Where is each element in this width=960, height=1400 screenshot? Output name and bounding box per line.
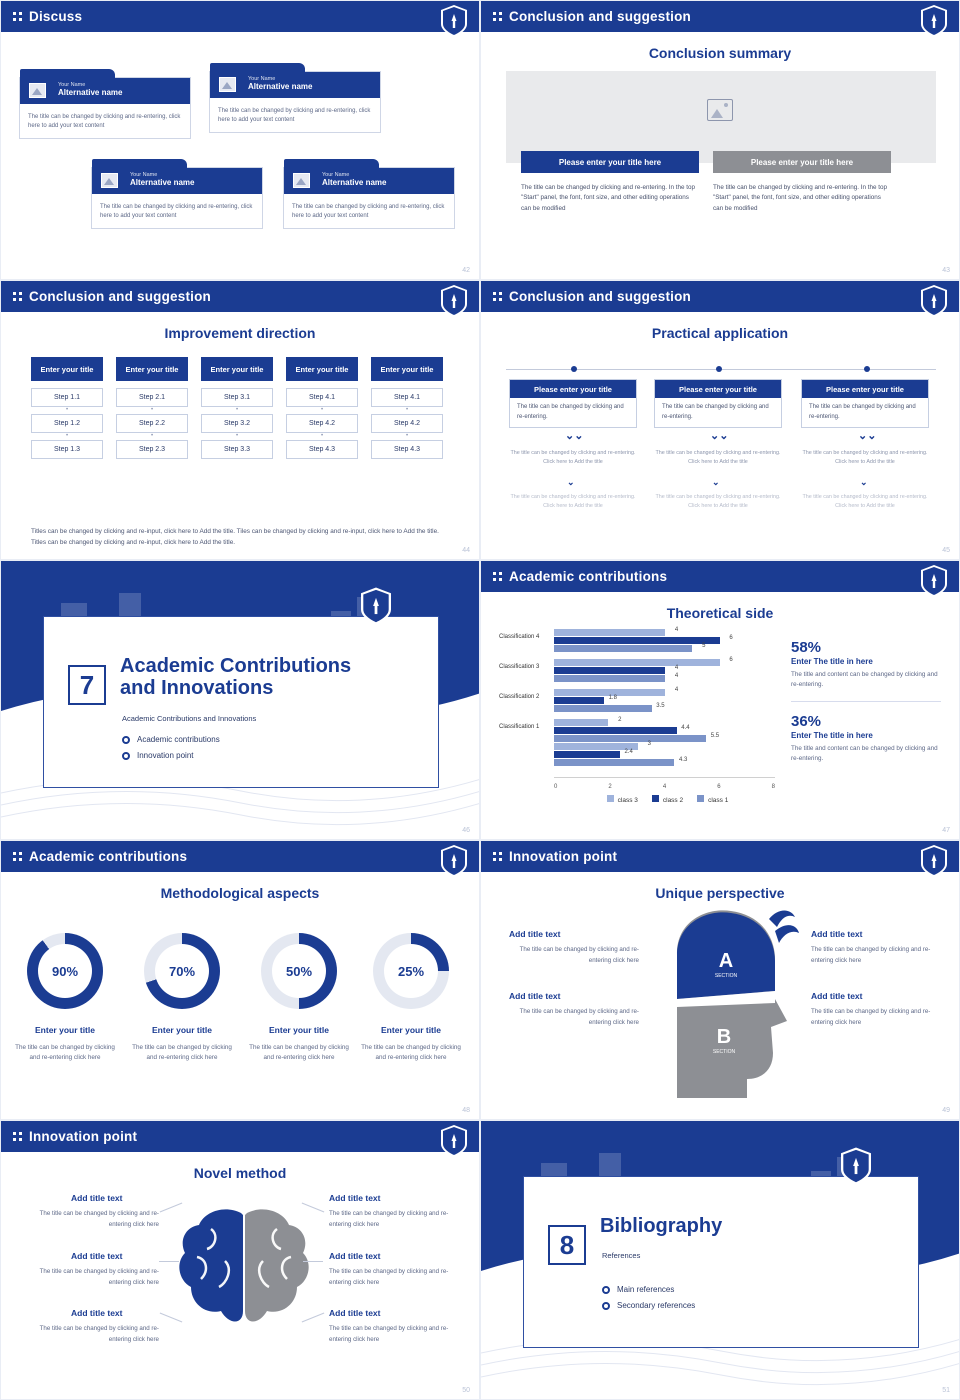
dot-separator: • bbox=[65, 407, 69, 413]
slide-header bbox=[481, 1, 959, 32]
section-subtitle: References bbox=[602, 1251, 641, 1260]
discuss-card[interactable] bbox=[19, 77, 191, 139]
bullet-icon bbox=[122, 752, 130, 760]
step-cell[interactable]: Step 1.1 bbox=[31, 388, 103, 407]
donut-value: 25% bbox=[384, 944, 438, 998]
item-title: Add title text bbox=[71, 1193, 123, 1203]
list-item[interactable]: Secondary references bbox=[602, 1301, 695, 1310]
bar: 4.4 bbox=[554, 727, 677, 734]
leader-line bbox=[303, 1261, 323, 1262]
step-cell[interactable]: Step 3.1 bbox=[201, 388, 273, 407]
item-text: The title can be changed by clicking and re-entering click here bbox=[329, 1325, 449, 1343]
folder-tab bbox=[20, 69, 115, 78]
card-name: Your Name Alternative name bbox=[248, 76, 313, 91]
step-column bbox=[286, 357, 358, 459]
slide-43-conclusion-summary bbox=[480, 0, 960, 280]
application-mid-text: The title can be changed by clicking and re-entering. Click here to Add the title bbox=[655, 450, 781, 466]
folder-bar bbox=[284, 168, 454, 194]
timeline-dot bbox=[716, 366, 722, 372]
stats-panel bbox=[791, 639, 941, 764]
item-title: Add title text bbox=[329, 1193, 381, 1203]
legend-item[interactable]: class 3 bbox=[607, 795, 638, 804]
card-body: The title can be changed by clicking and re-entering, click here to add your text content bbox=[218, 107, 371, 123]
chevron-down-icon: ⌄⌄ bbox=[858, 430, 877, 442]
dots-icon bbox=[493, 572, 502, 581]
svg-text:SECTION: SECTION bbox=[712, 1049, 736, 1055]
image-icon bbox=[293, 173, 310, 188]
dots-icon bbox=[13, 1132, 22, 1141]
conclusion-text-1: The title can be changed by clicking and re-entering. In the top "Start" panel, the font, font size, and other editing operations can be modified bbox=[521, 184, 695, 212]
section-title: Theoretical side bbox=[666, 605, 774, 621]
section-bullets bbox=[122, 735, 220, 767]
step-cell[interactable]: Step 3.2 bbox=[201, 414, 273, 433]
image-icon bbox=[29, 83, 46, 98]
step-column bbox=[31, 357, 103, 459]
logo-badge-icon bbox=[441, 845, 467, 877]
item-title: Add title text bbox=[329, 1308, 381, 1318]
donut-title: Enter your title bbox=[152, 1025, 212, 1035]
bullet-icon bbox=[122, 736, 130, 744]
folder-bar bbox=[92, 168, 262, 194]
donut-title: Enter your title bbox=[381, 1025, 441, 1035]
page-title: Academic contributions bbox=[29, 849, 188, 864]
bar-chart bbox=[499, 629, 781, 804]
donut-title: Enter your title bbox=[269, 1025, 329, 1035]
step-cell[interactable]: Step 2.3 bbox=[116, 440, 188, 459]
list-item[interactable]: Academic contributions bbox=[122, 735, 220, 744]
logo-badge-icon bbox=[921, 565, 947, 597]
bar-category-label: Classification 2 bbox=[499, 694, 540, 700]
bar: 6 bbox=[554, 637, 720, 644]
bullet-icon bbox=[602, 1302, 610, 1310]
dot-separator: • bbox=[235, 407, 239, 413]
donut-chart bbox=[27, 933, 103, 1009]
page-title: Innovation point bbox=[29, 1129, 138, 1144]
donut-value: 50% bbox=[272, 944, 326, 998]
card-body: The title can be changed by clicking and re-entering, click here to add your text content bbox=[292, 203, 445, 219]
image-icon bbox=[219, 77, 236, 92]
step-column bbox=[116, 357, 188, 459]
donut-text: The title can be changed by clicking and re-entering click here bbox=[132, 1044, 232, 1062]
page-number: 43 bbox=[942, 267, 950, 274]
application-box[interactable] bbox=[654, 379, 782, 428]
page-title: Innovation point bbox=[509, 849, 618, 864]
slide-header bbox=[481, 561, 959, 592]
discuss-card[interactable] bbox=[283, 167, 455, 229]
section-subtitle: Academic Contributions and Innovations bbox=[122, 714, 257, 723]
application-text: The title can be changed by clicking and re-entering. bbox=[662, 404, 769, 420]
slide-header bbox=[481, 281, 959, 312]
application-box[interactable] bbox=[801, 379, 929, 428]
page-number: 45 bbox=[942, 547, 950, 554]
dot-separator: • bbox=[320, 407, 324, 413]
legend-item[interactable]: class 1 bbox=[697, 795, 728, 804]
chevron-down-icon: ⌄ bbox=[567, 477, 575, 487]
x-tick-labels: 0 2 4 6 8 bbox=[554, 784, 775, 790]
folder-bar bbox=[210, 72, 380, 98]
stat-value: 58% bbox=[791, 639, 822, 656]
step-cell[interactable]: Step 4.3 bbox=[371, 440, 443, 459]
bar: 6 bbox=[554, 659, 720, 666]
page-title: Conclusion and suggestion bbox=[509, 289, 692, 304]
dot-separator: • bbox=[150, 407, 154, 413]
bullet-icon bbox=[602, 1286, 610, 1294]
page-title: Conclusion and suggestion bbox=[509, 9, 692, 24]
section-card bbox=[523, 1176, 919, 1348]
bar: 2.4 bbox=[554, 751, 620, 758]
step-cell[interactable]: Step 4.1 bbox=[286, 388, 358, 407]
folder-bar bbox=[20, 78, 190, 104]
dots-icon bbox=[13, 852, 22, 861]
step-column-head[interactable]: Enter your title bbox=[286, 357, 358, 381]
application-box[interactable] bbox=[509, 379, 637, 428]
bar-category-label: Classification 1 bbox=[499, 724, 540, 730]
step-cell[interactable]: Step 1.3 bbox=[31, 440, 103, 459]
application-title: Please enter your title bbox=[510, 380, 636, 398]
bar: 4 bbox=[554, 629, 665, 636]
bar: 2 bbox=[554, 719, 608, 726]
application-mid-text: The title can be changed by clicking and re-entering. Click here to Add the title bbox=[510, 450, 636, 466]
application-low-text: The title can be changed by clicking and re-entering. Click here to Add the title bbox=[802, 494, 928, 510]
page-number: 50 bbox=[462, 1387, 470, 1394]
dot-separator: • bbox=[65, 433, 69, 439]
donut-value: 90% bbox=[38, 944, 92, 998]
donut-text: The title can be changed by clicking and re-entering click here bbox=[361, 1044, 461, 1062]
svg-text:A: A bbox=[718, 950, 734, 972]
item-text: The title can be changed by clicking and re-entering click here bbox=[811, 946, 931, 964]
card-name: Your Name Alternative name bbox=[322, 172, 387, 187]
item-text: The title can be changed by clicking and re-entering click here bbox=[519, 1008, 639, 1026]
slide-51-section-bibliography bbox=[480, 1120, 960, 1400]
section-title: Conclusion summary bbox=[648, 45, 792, 61]
slide-header bbox=[1, 1, 479, 32]
page-title: Conclusion and suggestion bbox=[29, 289, 212, 304]
stat-text: The title and content can be changed by clicking and re-entering. bbox=[791, 671, 938, 689]
discuss-card[interactable] bbox=[91, 167, 263, 229]
x-axis bbox=[554, 777, 775, 778]
chart-legend bbox=[554, 795, 781, 804]
page-number: 46 bbox=[462, 827, 470, 834]
list-item[interactable]: Innovation point bbox=[122, 751, 220, 760]
step-column-head[interactable]: Enter your title bbox=[371, 357, 443, 381]
picture-icon bbox=[707, 99, 733, 121]
slide-45-practical-application bbox=[480, 280, 960, 560]
section-number: 8 bbox=[548, 1225, 586, 1265]
dots-icon bbox=[493, 292, 502, 301]
step-column bbox=[201, 357, 273, 459]
dot-separator: • bbox=[150, 433, 154, 439]
application-text: The title can be changed by clicking and re-entering. bbox=[517, 404, 624, 420]
slide-44-improvement-direction bbox=[0, 280, 480, 560]
section-title: Improvement direction bbox=[164, 325, 316, 341]
footnote: Titles can be changed by clicking and re-input, click here to Add the title. Tiles can be changed by clicking and re-input, click here to Add the title. Titles can be changed by clicking and re-input, click here to Add the title. bbox=[31, 528, 439, 547]
step-cell[interactable]: Step 4.1 bbox=[371, 388, 443, 407]
item-title: Add title text bbox=[509, 929, 561, 939]
bar: 3 bbox=[554, 743, 638, 750]
step-cell[interactable]: Step 4.2 bbox=[371, 414, 443, 433]
bar: 3.5 bbox=[554, 705, 652, 712]
page-number: 51 bbox=[942, 1387, 950, 1394]
stat-label: Enter The title in here bbox=[791, 731, 873, 741]
slide-header bbox=[481, 841, 959, 872]
dots-icon bbox=[493, 852, 502, 861]
card-body: The title can be changed by clicking and re-entering, click here to add your text content bbox=[28, 113, 181, 129]
application-low-text: The title can be changed by clicking and re-entering. Click here to Add the title bbox=[510, 494, 636, 510]
application-low-text: The title can be changed by clicking and re-entering. Click here to Add the title bbox=[655, 494, 781, 510]
bar-category-label: Classification 4 bbox=[499, 634, 540, 640]
card-body: The title can be changed by clicking and re-entering, click here to add your text content bbox=[100, 203, 253, 219]
step-cell[interactable]: Step 4.3 bbox=[286, 440, 358, 459]
slide-header bbox=[1, 281, 479, 312]
slide-46-section-academic bbox=[0, 560, 480, 840]
page-title: Academic contributions bbox=[509, 569, 668, 584]
step-cell[interactable]: Step 4.2 bbox=[286, 414, 358, 433]
donut-text: The title can be changed by clicking and re-entering click here bbox=[15, 1044, 115, 1062]
bar: 1.8 bbox=[554, 697, 604, 704]
chevron-down-icon: ⌄⌄ bbox=[565, 430, 584, 442]
conclusion-button-1[interactable]: Please enter your title here bbox=[521, 151, 699, 173]
step-cell[interactable]: Step 2.1 bbox=[116, 388, 188, 407]
section-heading: Academic Contributions and Innovations bbox=[120, 655, 352, 700]
list-item[interactable]: Main references bbox=[602, 1285, 695, 1294]
item-text: The title can be changed by clicking and re-entering click here bbox=[519, 946, 639, 964]
dot-separator: • bbox=[320, 433, 324, 439]
bar: 4 bbox=[554, 675, 665, 682]
slide-47-theoretical-side bbox=[480, 560, 960, 840]
bar: 5.5 bbox=[554, 735, 706, 742]
logo-badge-icon bbox=[921, 5, 947, 37]
slide-header bbox=[1, 1121, 479, 1152]
card-name: Your Name Alternative name bbox=[130, 172, 195, 187]
bar-group bbox=[499, 717, 781, 763]
dot-separator: • bbox=[405, 407, 409, 413]
bar: 4.3 bbox=[554, 759, 674, 766]
donut-chart bbox=[144, 933, 220, 1009]
application-mid-text: The title can be changed by clicking and re-entering. Click here to Add the title bbox=[802, 450, 928, 466]
logo-badge-icon bbox=[921, 285, 947, 317]
slide-48-methodological-aspects bbox=[0, 840, 480, 1120]
timeline-dot bbox=[864, 366, 870, 372]
page-number: 47 bbox=[942, 827, 950, 834]
donut-chart bbox=[261, 933, 337, 1009]
step-column bbox=[371, 357, 443, 459]
bar-group bbox=[499, 659, 781, 685]
logo-badge-icon bbox=[441, 285, 467, 317]
donut-chart bbox=[373, 933, 449, 1009]
stat-text: The title and content can be changed by clicking and re-entering. bbox=[791, 745, 938, 763]
bar-category-label: Classification 3 bbox=[499, 664, 540, 670]
item-title: Add title text bbox=[811, 991, 863, 1001]
bar-group bbox=[499, 689, 781, 715]
divider bbox=[791, 701, 941, 702]
item-title: Add title text bbox=[71, 1251, 123, 1261]
application-title: Please enter your title bbox=[802, 380, 928, 398]
section-bullets bbox=[602, 1285, 695, 1317]
step-cell[interactable]: Step 3.3 bbox=[201, 440, 273, 459]
dots-icon bbox=[13, 12, 22, 21]
item-title: Add title text bbox=[71, 1308, 123, 1318]
section-title: Novel method bbox=[193, 1165, 287, 1181]
slide-49-unique-perspective bbox=[480, 840, 960, 1120]
application-title: Please enter your title bbox=[655, 380, 781, 398]
donut-title: Enter your title bbox=[35, 1025, 95, 1035]
item-title: Add title text bbox=[329, 1251, 381, 1261]
legend-item[interactable]: class 2 bbox=[652, 795, 683, 804]
page-title: Discuss bbox=[29, 9, 83, 24]
page-number: 44 bbox=[462, 547, 470, 554]
logo-badge-icon bbox=[361, 587, 391, 625]
slide-header bbox=[1, 841, 479, 872]
donut-value: 70% bbox=[155, 944, 209, 998]
item-text: The title can be changed by clicking and re-entering click here bbox=[329, 1268, 449, 1286]
item-text: The title can be changed by clicking and re-entering click here bbox=[811, 1008, 931, 1026]
card-name: Your Name Alternative name bbox=[58, 82, 123, 97]
logo-badge-icon bbox=[441, 1125, 467, 1157]
stat-label: Enter The title in here bbox=[791, 657, 873, 666]
item-text: The title can be changed by clicking and re-entering click here bbox=[39, 1210, 159, 1228]
section-number: 7 bbox=[68, 665, 106, 705]
item-title: Add title text bbox=[509, 991, 561, 1001]
slide-42-discuss bbox=[0, 0, 480, 280]
brain-icon bbox=[169, 1201, 319, 1341]
discuss-card[interactable] bbox=[209, 71, 381, 133]
section-title: Methodological aspects bbox=[160, 885, 320, 901]
svg-text:B: B bbox=[716, 1026, 732, 1048]
page-number: 42 bbox=[462, 267, 470, 274]
bar: 5 bbox=[554, 645, 692, 652]
application-text: The title can be changed by clicking and re-entering. bbox=[809, 404, 916, 420]
logo-badge-icon bbox=[441, 5, 467, 37]
donut-text: The title can be changed by clicking and re-entering click here bbox=[249, 1044, 349, 1062]
item-text: The title can be changed by clicking and re-entering click here bbox=[39, 1268, 159, 1286]
step-column-head[interactable]: Enter your title bbox=[116, 357, 188, 381]
section-title: Practical application bbox=[651, 325, 789, 341]
folder-tab bbox=[210, 63, 305, 72]
chevron-down-icon: ⌄ bbox=[860, 477, 868, 487]
section-title: Unique perspective bbox=[655, 885, 785, 901]
dots-icon bbox=[13, 292, 22, 301]
item-text: The title can be changed by clicking and re-entering click here bbox=[329, 1210, 449, 1228]
folder-tab bbox=[284, 159, 379, 168]
dot-separator: • bbox=[235, 433, 239, 439]
step-cell[interactable]: Step 2.2 bbox=[116, 414, 188, 433]
step-cell[interactable]: Step 1.2 bbox=[31, 414, 103, 433]
head-silhouette-icon bbox=[651, 903, 801, 1098]
dot-separator: • bbox=[405, 433, 409, 439]
svg-text:SECTION: SECTION bbox=[714, 973, 738, 979]
item-text: The title can be changed by clicking and re-entering click here bbox=[39, 1325, 159, 1343]
chevron-down-icon: ⌄ bbox=[712, 477, 720, 487]
step-column-head[interactable]: Enter your title bbox=[31, 357, 103, 381]
folder-tab bbox=[92, 159, 187, 168]
leader-line bbox=[159, 1261, 179, 1262]
page-number: 49 bbox=[942, 1107, 950, 1114]
logo-badge-icon bbox=[921, 845, 947, 877]
bar-group bbox=[499, 629, 781, 655]
timeline-dot bbox=[571, 366, 577, 372]
bar: 4 bbox=[554, 667, 665, 674]
section-card bbox=[43, 616, 439, 788]
stat-value: 36% bbox=[791, 713, 822, 731]
dots-icon bbox=[493, 12, 502, 21]
section-heading: Bibliography bbox=[600, 1215, 723, 1237]
conclusion-button-2[interactable]: Please enter your title here bbox=[713, 151, 891, 173]
bar: 4 bbox=[554, 689, 665, 696]
image-icon bbox=[101, 173, 118, 188]
item-title: Add title text bbox=[811, 929, 863, 939]
chevron-down-icon: ⌄⌄ bbox=[710, 430, 729, 442]
slide-50-novel-method bbox=[0, 1120, 480, 1400]
step-column-head[interactable]: Enter your title bbox=[201, 357, 273, 381]
conclusion-text-2: The title can be changed by clicking and re-entering. In the top "Start" panel, the font, font size, and other editing operations can be modified bbox=[713, 184, 887, 212]
page-number: 48 bbox=[462, 1107, 470, 1114]
logo-badge-icon bbox=[841, 1147, 871, 1185]
